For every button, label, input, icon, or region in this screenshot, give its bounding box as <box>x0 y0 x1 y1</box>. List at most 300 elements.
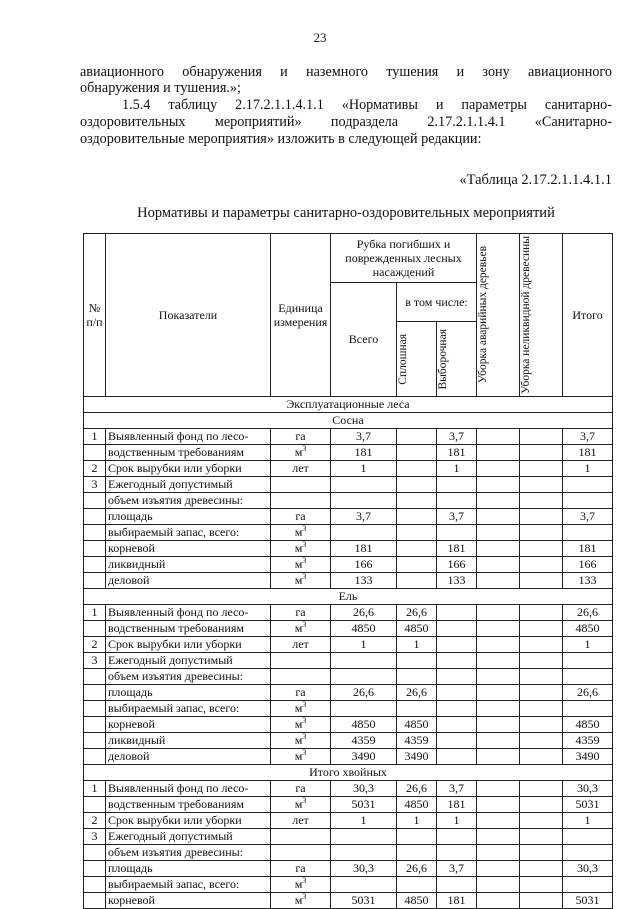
cell-nl <box>520 748 563 764</box>
cell-unit: $м^3$ <box>271 572 331 588</box>
cell-clear <box>397 700 437 716</box>
header-indicators: Показатели <box>106 234 271 397</box>
cell-num: 3 <box>84 476 106 492</box>
cell-all <box>331 652 397 668</box>
cell-unit: $м^3$ <box>271 444 331 460</box>
cell-num: 3 <box>84 652 106 668</box>
cell-nl <box>520 524 563 540</box>
table-row <box>84 700 613 716</box>
cell-clear <box>397 460 437 476</box>
cell-clear <box>397 508 437 524</box>
cell-unit: лет <box>271 812 331 828</box>
cell-clear: 4850 <box>397 620 437 636</box>
cell-tot: 181 <box>563 540 613 556</box>
intro-line-2: обнаружения и тушения.»; <box>80 80 241 96</box>
table-row <box>84 892 613 908</box>
cell-num: 2 <box>84 460 106 476</box>
cell-sel <box>437 684 477 700</box>
cell-num <box>84 684 106 700</box>
cell-all <box>331 524 397 540</box>
cell-nl <box>520 492 563 508</box>
cell-nl <box>520 652 563 668</box>
cell-num: 1 <box>84 780 106 796</box>
header-num: № п/п <box>84 234 106 397</box>
cell-nl <box>520 812 563 828</box>
cell-em <box>477 476 520 492</box>
cell-nl <box>520 444 563 460</box>
cell-em <box>477 876 520 892</box>
cell-unit: га <box>271 508 331 524</box>
cell-nl <box>520 828 563 844</box>
cell-num <box>84 508 106 524</box>
cell-unit: $м^3$ <box>271 556 331 572</box>
cell-tot: 181 <box>563 444 613 460</box>
section-row <box>84 412 613 428</box>
cell-clear <box>397 556 437 572</box>
cell-num <box>84 716 106 732</box>
cell-clear <box>397 668 437 684</box>
cell-unit: $м^3$ <box>271 540 331 556</box>
cell-tot: 4850 <box>563 620 613 636</box>
cell-name: корневой <box>106 540 271 556</box>
cell-name: водственным требованиям <box>106 620 271 636</box>
cell-all: 4850 <box>331 716 397 732</box>
table-row <box>84 828 613 844</box>
cell-sel <box>437 620 477 636</box>
cell-nl <box>520 668 563 684</box>
cell-unit: $м^3$ <box>271 876 331 892</box>
cell-name: выбираемый запас, всего: <box>106 700 271 716</box>
amendment-paragraph: 1.5.4 таблицу 2.17.2.1.1.4.1.1 «Нормативы и параметры санитарно-оздоровительных мероприятий» подраздела 2.17.2.1.1.4.1 «Санитарно-оздоровительные мероприятия» изложить в следующей редакции: <box>80 97 612 147</box>
cell-unit <box>271 492 331 508</box>
norms-table <box>83 233 613 909</box>
cell-sel: 3,7 <box>437 780 477 796</box>
cell-tot <box>563 844 613 860</box>
cell-all: 166 <box>331 556 397 572</box>
cell-name: Ежегодный допустимый <box>106 828 271 844</box>
cell-all: 3,7 <box>331 508 397 524</box>
cell-clear: 4850 <box>397 892 437 908</box>
section-label: Сосна <box>84 412 613 428</box>
cell-nl <box>520 428 563 444</box>
cell-num: 3 <box>84 828 106 844</box>
table-row <box>84 780 613 796</box>
cell-em <box>477 700 520 716</box>
header-felling: Рубка погибших и поврежденных лесных насаждений <box>331 234 477 283</box>
cell-clear <box>397 492 437 508</box>
table-row <box>84 876 613 892</box>
cell-clear <box>397 524 437 540</box>
cell-all: 4359 <box>331 732 397 748</box>
table-row <box>84 524 613 540</box>
cell-tot: 26,6 <box>563 604 613 620</box>
cell-sel: 3,7 <box>437 428 477 444</box>
cell-sel <box>437 828 477 844</box>
cell-unit: га <box>271 604 331 620</box>
cell-nl <box>520 460 563 476</box>
cell-tot: 1 <box>563 636 613 652</box>
cell-tot <box>563 652 613 668</box>
section-row <box>84 764 613 780</box>
cell-em <box>477 812 520 828</box>
cell-clear: 26,6 <box>397 780 437 796</box>
cell-num <box>84 844 106 860</box>
cell-unit: $м^3$ <box>271 732 331 748</box>
section-row <box>84 588 613 604</box>
table-row <box>84 796 613 812</box>
table-row <box>84 636 613 652</box>
cell-em <box>477 620 520 636</box>
cell-all <box>331 668 397 684</box>
cell-name: объем изъятия древесины: <box>106 492 271 508</box>
section-row <box>84 396 613 412</box>
cell-sel <box>437 876 477 892</box>
cell-unit: $м^3$ <box>271 524 331 540</box>
cell-name: водственным требованиям <box>106 796 271 812</box>
cell-nl <box>520 780 563 796</box>
cell-clear <box>397 828 437 844</box>
cell-name: Срок вырубки или уборки <box>106 812 271 828</box>
cell-num <box>84 556 106 572</box>
cell-num <box>84 876 106 892</box>
cell-num: 2 <box>84 812 106 828</box>
cell-nl <box>520 732 563 748</box>
cell-sel <box>437 716 477 732</box>
cell-name: выбираемый запас, всего: <box>106 524 271 540</box>
cell-num <box>84 668 106 684</box>
cell-em <box>477 524 520 540</box>
table-row <box>84 652 613 668</box>
table-row <box>84 428 613 444</box>
cell-nl <box>520 572 563 588</box>
cell-sel <box>437 700 477 716</box>
cell-unit: га <box>271 860 331 876</box>
cell-all: 30,3 <box>331 860 397 876</box>
cell-sel <box>437 652 477 668</box>
cell-unit: $м^3$ <box>271 748 331 764</box>
cell-em <box>477 668 520 684</box>
cell-name: Ежегодный допустимый <box>106 476 271 492</box>
cell-tot: 4359 <box>563 732 613 748</box>
table-row <box>84 556 613 572</box>
cell-num <box>84 796 106 812</box>
cell-all <box>331 828 397 844</box>
cell-all <box>331 844 397 860</box>
cell-name: выбираемый запас, всего: <box>106 876 271 892</box>
cell-em <box>477 556 520 572</box>
table-row <box>84 860 613 876</box>
cell-clear <box>397 876 437 892</box>
cell-em <box>477 572 520 588</box>
cell-tot <box>563 476 613 492</box>
cell-all: 3,7 <box>331 428 397 444</box>
cell-all: 1 <box>331 636 397 652</box>
table-row <box>84 444 613 460</box>
cell-name: Выявленный фонд по лесо- <box>106 780 271 796</box>
cell-unit: лет <box>271 636 331 652</box>
cell-tot <box>563 524 613 540</box>
cell-all: 30,3 <box>331 780 397 796</box>
cell-em <box>477 780 520 796</box>
cell-nl <box>520 892 563 908</box>
cell-all: 5031 <box>331 796 397 812</box>
cell-name: Выявленный фонд по лесо- <box>106 428 271 444</box>
section-label: Итого хвойных <box>84 764 613 780</box>
cell-nl <box>520 476 563 492</box>
cell-all: 1 <box>331 812 397 828</box>
cell-name: деловой <box>106 572 271 588</box>
cell-num <box>84 860 106 876</box>
cell-clear <box>397 572 437 588</box>
cell-unit: $м^3$ <box>271 796 331 812</box>
cell-clear: 4850 <box>397 716 437 732</box>
cell-unit: га <box>271 780 331 796</box>
cell-all: 1 <box>331 460 397 476</box>
cell-unit: $м^3$ <box>271 716 331 732</box>
cell-tot: 1 <box>563 812 613 828</box>
cell-num <box>84 620 106 636</box>
cell-unit: $м^3$ <box>271 892 331 908</box>
cell-tot: 5031 <box>563 796 613 812</box>
cell-em <box>477 892 520 908</box>
cell-tot: 5031 <box>563 892 613 908</box>
cell-em <box>477 860 520 876</box>
cell-all: 3490 <box>331 748 397 764</box>
cell-name: Выявленный фонд по лесо- <box>106 604 271 620</box>
cell-em <box>477 540 520 556</box>
cell-em <box>477 652 520 668</box>
cell-em <box>477 604 520 620</box>
table-body <box>84 396 613 908</box>
table-row <box>84 620 613 636</box>
cell-sel <box>437 732 477 748</box>
page-number: 23 <box>313 30 327 45</box>
cell-tot: 30,3 <box>563 780 613 796</box>
cell-all <box>331 476 397 492</box>
cell-clear: 4850 <box>397 796 437 812</box>
cell-name: площадь <box>106 508 271 524</box>
cell-clear <box>397 476 437 492</box>
table-row <box>84 460 613 476</box>
header-including: в том числе: <box>397 283 477 322</box>
cell-num <box>84 732 106 748</box>
cell-tot <box>563 828 613 844</box>
cell-tot: 30,3 <box>563 860 613 876</box>
cell-sel <box>437 604 477 620</box>
cell-tot: 3,7 <box>563 508 613 524</box>
cell-nl <box>520 876 563 892</box>
cell-name: деловой <box>106 748 271 764</box>
cell-name: Срок вырубки или уборки <box>106 460 271 476</box>
cell-name: Ежегодный допустимый <box>106 652 271 668</box>
cell-unit: $м^3$ <box>271 700 331 716</box>
cell-num <box>84 572 106 588</box>
cell-sel: 3,7 <box>437 860 477 876</box>
cell-em <box>477 684 520 700</box>
cell-all: 5031 <box>331 892 397 908</box>
cell-tot: 3,7 <box>563 428 613 444</box>
cell-all: 133 <box>331 572 397 588</box>
cell-all: 26,6 <box>331 604 397 620</box>
cell-tot <box>563 876 613 892</box>
cell-clear: 26,6 <box>397 860 437 876</box>
cell-all: 181 <box>331 540 397 556</box>
cell-sel: 3,7 <box>437 508 477 524</box>
cell-unit: $м^3$ <box>271 620 331 636</box>
cell-name: объем изъятия древесины: <box>106 668 271 684</box>
cell-tot <box>563 700 613 716</box>
cell-all <box>331 876 397 892</box>
cell-name: объем изъятия древесины: <box>106 844 271 860</box>
cell-unit <box>271 828 331 844</box>
cell-unit <box>271 668 331 684</box>
cell-all: 4850 <box>331 620 397 636</box>
cell-tot <box>563 668 613 684</box>
table-row <box>84 508 613 524</box>
cell-em <box>477 796 520 812</box>
cell-em <box>477 460 520 476</box>
header-nonliquid: Уборка неликвидной древесины <box>520 234 563 397</box>
cell-em <box>477 508 520 524</box>
cell-tot: 133 <box>563 572 613 588</box>
cell-name: ликвидный <box>106 732 271 748</box>
cell-clear: 1 <box>397 636 437 652</box>
cell-sel <box>437 476 477 492</box>
cell-all <box>331 492 397 508</box>
cell-tot: 1 <box>563 460 613 476</box>
cell-sel <box>437 668 477 684</box>
cell-clear: 1 <box>397 812 437 828</box>
cell-name: площадь <box>106 684 271 700</box>
cell-all: 181 <box>331 444 397 460</box>
cell-sel <box>437 844 477 860</box>
cell-num <box>84 492 106 508</box>
cell-em <box>477 716 520 732</box>
cell-sel <box>437 492 477 508</box>
header-emergency: Уборка аварийных деревьев <box>477 234 520 397</box>
cell-nl <box>520 844 563 860</box>
cell-num: 1 <box>84 604 106 620</box>
cell-sel: 181 <box>437 796 477 812</box>
cell-clear: 26,6 <box>397 604 437 620</box>
table-title: Нормативы и параметры санитарно-оздоровительных мероприятий <box>137 205 555 221</box>
section-label: Ель <box>84 588 613 604</box>
cell-nl <box>520 700 563 716</box>
cell-nl <box>520 604 563 620</box>
cell-sel: 181 <box>437 892 477 908</box>
cell-clear <box>397 444 437 460</box>
cell-num: 1 <box>84 428 106 444</box>
table-reference: «Таблица 2.17.2.1.1.4.1.1 <box>459 172 612 188</box>
cell-sel: 1 <box>437 460 477 476</box>
cell-nl <box>520 620 563 636</box>
cell-unit <box>271 652 331 668</box>
cell-nl <box>520 716 563 732</box>
cell-sel <box>437 748 477 764</box>
cell-sel <box>437 636 477 652</box>
cell-sel: 1 <box>437 812 477 828</box>
table-row <box>84 812 613 828</box>
cell-all <box>331 700 397 716</box>
table-row <box>84 684 613 700</box>
table-row <box>84 668 613 684</box>
cell-tot: 166 <box>563 556 613 572</box>
cell-tot <box>563 492 613 508</box>
table-row <box>84 492 613 508</box>
cell-nl <box>520 540 563 556</box>
cell-em <box>477 428 520 444</box>
table-row <box>84 572 613 588</box>
cell-clear: 3490 <box>397 748 437 764</box>
cell-em <box>477 828 520 844</box>
cell-num <box>84 524 106 540</box>
header-unit: Единица измерения <box>271 234 331 397</box>
cell-num <box>84 700 106 716</box>
cell-name: водственным требованиям <box>106 444 271 460</box>
cell-nl <box>520 636 563 652</box>
table-row <box>84 476 613 492</box>
cell-sel: 133 <box>437 572 477 588</box>
cell-num: 2 <box>84 636 106 652</box>
cell-name: корневой <box>106 716 271 732</box>
table-row <box>84 732 613 748</box>
cell-clear <box>397 540 437 556</box>
cell-tot: 26,6 <box>563 684 613 700</box>
table-row <box>84 748 613 764</box>
cell-nl <box>520 860 563 876</box>
table-row <box>84 604 613 620</box>
header-total: Итого <box>563 234 613 397</box>
cell-all: 26,6 <box>331 684 397 700</box>
header-clear: Сплошная <box>397 321 437 396</box>
cell-clear <box>397 844 437 860</box>
cell-unit: га <box>271 684 331 700</box>
cell-clear: 26,6 <box>397 684 437 700</box>
cell-em <box>477 492 520 508</box>
cell-name: Срок вырубки или уборки <box>106 636 271 652</box>
header-selective: Выборочная <box>437 321 477 396</box>
cell-tot: 4850 <box>563 716 613 732</box>
table-row <box>84 716 613 732</box>
cell-clear <box>397 652 437 668</box>
intro-line-1: авиационного обнаружения и наземного тушения и зону авиационного <box>80 64 612 80</box>
cell-sel: 181 <box>437 444 477 460</box>
table-row <box>84 540 613 556</box>
cell-nl <box>520 684 563 700</box>
cell-sel: 166 <box>437 556 477 572</box>
cell-name: корневой <box>106 892 271 908</box>
intro-paragraph <box>80 64 612 96</box>
cell-num <box>84 444 106 460</box>
table-header <box>84 234 613 397</box>
cell-clear <box>397 428 437 444</box>
cell-nl <box>520 508 563 524</box>
cell-em <box>477 748 520 764</box>
header-total-felling: Всего <box>331 283 397 397</box>
cell-num <box>84 748 106 764</box>
cell-num <box>84 540 106 556</box>
cell-em <box>477 732 520 748</box>
cell-nl <box>520 556 563 572</box>
cell-unit: га <box>271 428 331 444</box>
cell-unit <box>271 844 331 860</box>
cell-em <box>477 636 520 652</box>
cell-num <box>84 892 106 908</box>
cell-name: площадь <box>106 860 271 876</box>
cell-unit <box>271 476 331 492</box>
cell-nl <box>520 796 563 812</box>
cell-name: ликвидный <box>106 556 271 572</box>
